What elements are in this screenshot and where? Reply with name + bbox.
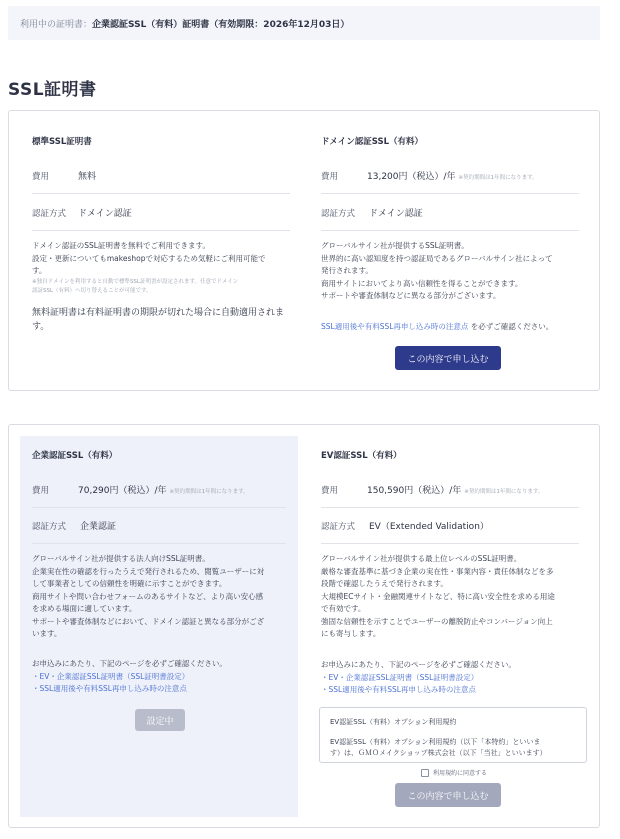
desc-line: で有効です。 — [321, 604, 366, 613]
fee-row — [32, 483, 249, 496]
desc-line: を求める場面に適しています。 — [32, 604, 137, 613]
in-use-status-button: 設定中 — [135, 709, 185, 731]
page-title: SSL証明書 — [8, 80, 97, 100]
auto-line: 無料証明書は有料証明書の期限が切れた場合に自動適用されま — [32, 308, 285, 318]
divider — [321, 193, 579, 194]
fee-value: 150,590円（税込）/年 — [367, 486, 462, 496]
plan-title: EV認証SSL（有料） — [321, 451, 402, 461]
notice-suffix: を必ずご確認ください。 — [470, 322, 554, 331]
auth-row — [32, 206, 132, 219]
desc-line: 企業実在性の確認を行ったうえで発行されるため、閲覧ユーザーに対 — [32, 566, 265, 576]
divider — [32, 507, 286, 508]
plan-title: 企業認証SSL（有料） — [32, 451, 118, 461]
auth-label: 認証方式 — [321, 522, 356, 532]
desc-line: 世界的に高い認知度を持つ認証局であるグローバルサイン社によって — [321, 253, 553, 263]
divider — [321, 230, 579, 231]
terms-line: EV認証SSL（有料）オプション利用規約（以下「本特約」といいま — [330, 738, 541, 746]
desc-line: 大規模ECサイト・金融関連サイトなど、特に高い安全性を求める用途 — [321, 591, 555, 601]
terms-scrollbox[interactable] — [319, 707, 587, 763]
ssl-notes-link[interactable]: ・SSL適用後や有料SSL再申し込み時の注意点 — [321, 685, 476, 694]
fee-note: ※契約期間は1年間になります。 — [169, 489, 249, 495]
fee-label: 費用 — [321, 172, 339, 182]
divider — [321, 543, 579, 544]
fee-note: ※契約期間は1年間になります。 — [458, 175, 538, 181]
apply-button[interactable]: この内容で申し込む — [395, 783, 501, 807]
auth-row — [32, 519, 116, 532]
fee-row — [32, 169, 96, 182]
notice-line — [321, 321, 553, 334]
divider — [32, 193, 290, 194]
desc-line: 発行されます。 — [321, 266, 373, 275]
fee-value: 無料 — [78, 172, 97, 182]
desc-line: 厳格な審査基準に基づき企業の実在性・事業内容・責任体制などを多 — [321, 566, 554, 576]
desc-line: 商用サイトにおいてより高い信頼性を得ることができます。 — [321, 278, 523, 288]
auto-apply-notice — [32, 307, 300, 334]
plan-description — [32, 553, 294, 641]
fee-value: 70,290円（税込）/年 — [78, 486, 167, 496]
plan-ov — [20, 436, 298, 817]
note-line: 認証SSL（有料）へ切り替えることが可能です。 — [32, 287, 152, 294]
desc-line: グローバルサイン社が提供する最上位レベルのSSL証明書。 — [321, 554, 522, 563]
fee-label: 費用 — [321, 486, 339, 496]
note-line: ※独自ドメインを利用すると自動で標準SSL証明書が設定されます。任意でドメイン — [32, 278, 239, 285]
fee-label: 費用 — [32, 486, 50, 496]
desc-line: います。 — [32, 629, 62, 638]
divider — [32, 543, 286, 544]
desc-line: にも寄与します。 — [321, 629, 381, 638]
agree-checkbox[interactable] — [421, 769, 429, 777]
divider — [32, 230, 290, 231]
plan-title: ドメイン認証SSL（有料） — [321, 137, 424, 147]
auth-value: ドメイン認証 — [78, 209, 132, 219]
terms-line: す）は、ＧＭＯメイクショップ株式会社（以下「当社」といいます） — [330, 749, 547, 757]
ssl-card-group-2 — [8, 424, 600, 828]
ev-ov-certificate-link[interactable]: ・EV・企業認証SSL証明書（SSL証明書設定） — [321, 672, 479, 682]
banner-value: 企業認証SSL（有料）証明書（有効期限：2026年12月03日） — [92, 19, 350, 30]
desc-line: 段階で確認したうえで発行されます。 — [321, 579, 448, 588]
plan-standard — [9, 111, 305, 390]
fee-value: 13,200円（税込）/年 — [367, 172, 456, 182]
agree-label[interactable]: 利用規約に同意する — [433, 770, 488, 777]
plan-description — [321, 553, 591, 641]
confirm-block — [32, 658, 294, 696]
auth-row — [321, 206, 423, 219]
confirm-text: お申込みにあたり、下記のページを必ずご確認ください。 — [32, 659, 227, 668]
auth-value: EV（Extended Validation） — [369, 522, 489, 532]
auth-value: ドメイン認証 — [369, 209, 423, 219]
plan-ev — [305, 425, 599, 827]
fee-label: 費用 — [32, 172, 50, 182]
confirm-block — [321, 659, 591, 697]
desc-line: サポートや審査体制などに異なる部分がございます。 — [321, 291, 501, 300]
desc-line: ドメイン認証のSSL証明書を無料でご利用できます。 — [32, 241, 210, 250]
plan-description — [321, 240, 591, 303]
fee-row — [321, 169, 538, 182]
desc-line: 商用サイトや問い合わせフォームのあるサイトなど、より高い安心感 — [32, 591, 264, 601]
plan-description — [32, 240, 294, 296]
desc-line: サポートや審査体制などにおいて、ドメイン認証と異なる部分がござ — [32, 616, 265, 626]
divider — [321, 507, 579, 508]
auth-label: 認証方式 — [32, 522, 67, 532]
fee-row — [321, 483, 543, 496]
ssl-notes-link[interactable]: ・SSL適用後や有料SSL再申し込み時の注意点 — [32, 684, 187, 693]
current-certificate-banner — [8, 6, 600, 40]
plan-title: 標準SSL証明書 — [32, 137, 92, 147]
ssl-notes-link[interactable]: SSL適用後や有料SSL再申し込み時の注意点 — [321, 322, 469, 331]
terms-title: EV認証SSL（有料）オプション利用規約 — [330, 718, 457, 726]
auth-label: 認証方式 — [32, 209, 67, 219]
fee-note: ※契約期間は1年間になります。 — [464, 489, 544, 495]
desc-line: す。 — [32, 266, 47, 275]
desc-line: グローバルサイン社が提供するSSL証明書。 — [321, 241, 469, 250]
desc-line: して事業者としての信頼性を明確に示すことができます。 — [32, 579, 227, 588]
agree-terms-row[interactable] — [421, 768, 487, 777]
desc-line: 設定・更新についてもmakeshopで対応するため気軽にご利用可能で — [32, 253, 266, 263]
confirm-text: お申込みにあたり、下記のページを必ずご確認ください。 — [321, 660, 516, 669]
desc-line: グローバルサイン社が提供する法人向けSSL証明書。 — [32, 554, 210, 563]
auth-row — [321, 519, 489, 532]
auto-line: す。 — [32, 321, 50, 332]
ev-ov-certificate-link[interactable]: ・EV・企業認証SSL証明書（SSL証明書設定） — [32, 671, 190, 681]
auth-label: 認証方式 — [321, 209, 356, 219]
desc-line: 強固な信頼性を示すことでユーザーの離脱防止やコンバージョン向上 — [321, 616, 553, 626]
auth-value: 企業認証 — [80, 522, 117, 532]
apply-button[interactable]: この内容で申し込む — [395, 346, 501, 370]
ssl-card-group-1 — [8, 110, 600, 391]
plan-domain — [305, 111, 599, 390]
banner-label: 利用中の証明書： — [20, 19, 93, 30]
